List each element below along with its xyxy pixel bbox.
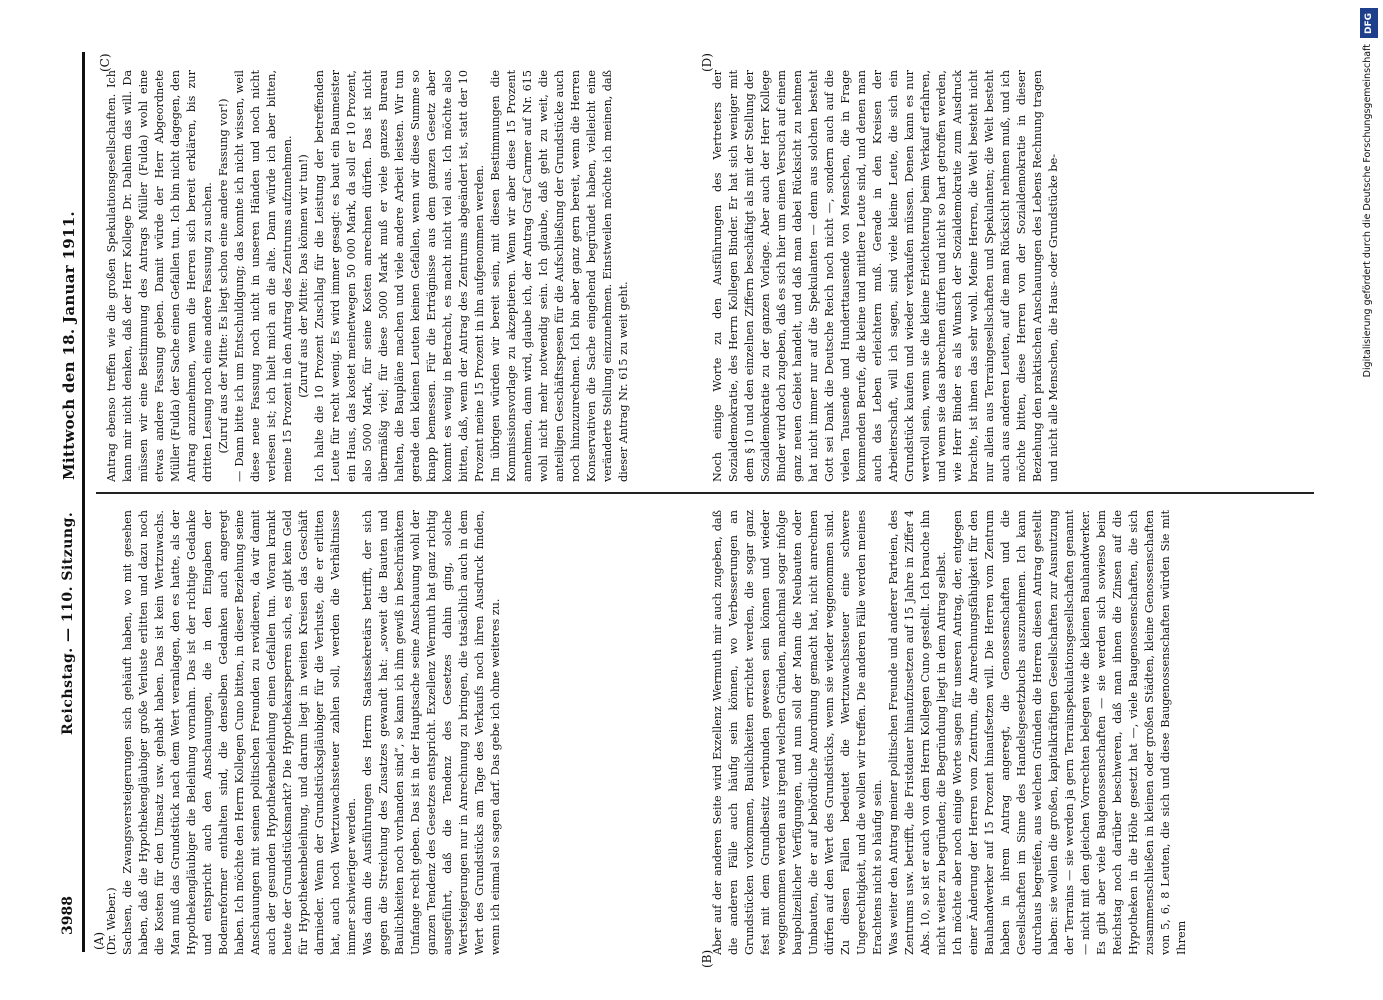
paragraph: Noch einige Worte zu den Ausführungen des Vertreters der Sozialdemokratie, des Herrn Kollegen Binder. Er hat sich weniger mit dem § 10 und den einzelnen Ziffern beschäftigt als mit der Stellung der Sozialdemokratie zu der ganzen Vorlage. Aber auch der Herr Kollege Binder wird doch zugeben, daß es sich hier um einen Versuch auf einem ganz neuen Gebiet handelt, und daß man dabei Rücksicht zu nehmen hat nicht immer nur auf die Spekulanten — denn aus solchen besteht Gott sei Dank die Deutsche Reich noch nicht —, sondern auch auf die vielen Tausende und Hunderttausende von Menschen, die in Frage kommenden Berufe, die kleine und mittlere Leute sind, und denen man auch das Leben erleichtern muß. Gerade in den Kreisen der Arbeiterschaft, will ich sagen, sind viele kleine Leute, die sich ein Grundstück kaufen und wieder verkaufen müssen. Denen kann es nur wertvoll sein, wenn sie die kleine Erleichterung beim Verkauf erfahren, und wenn sie das abrechnen dürfen und nicht so hart getroffen werden, wie Herr Binder es als Wunsch der Sozialdemokratie zum Ausdruck brachte, ist ihnen das sehr wohl. Meine Herren, die Welt besteht nicht nur allein aus Terraingesellschaften und Spekulanten; die Welt besteht auch aus anderen Leuten, auf die man Rücksicht nehmen muß, und ich möchte bitten, diese Herren von der Sozialdemokratie in dieser Beziehung den praktischen Anschauungen des Lebens Rechnung tragen und nicht alle Menschen, die Haus- oder Grundstücke be- bbox=[711, 70, 1060, 482]
paragraph: Antrag ebenso treffen wie die großen Spekulationsgesellschaften. Ich kann mir nicht denken, daß der Herr Kollege Dr. Dahlem das will. Da müssen wir eine Bestimmung des Antrags Müller (Fulda) wohl eine etwas andere Fassung geben. Damit würde der Herr Abgeordnete Müller (Fulda) der Sache einen Gefallen tun. Ich bin nicht dagegen, den Antrag anzunehmen, wenn die Herren sich bereit erklären, bis zur dritten Lesung noch eine andere Fassung zu suchen. bbox=[105, 70, 214, 482]
page-number: 3988 bbox=[60, 896, 76, 935]
paragraph: Ich halte die 10 Prozent Zuschlag für die Leistung der betreffenden Leute für recht wenig. Es wird immer gesagt: es baut ein Baumeister ein Haus, das kostet meinetwegen 50 000 Mark, da soll er 10 Prozent, also 5000 Mark, für seine Kosten anrechnen dürfen. Das ist nicht übermäßig viel; für diese 5000 Mark muß er viele ganzes Bureau halten, die Baupläne machen und viele andere Arbeit leisten. Wir tun gerade den kleinen Leuten keinen Gefallen, wenn wir diese Summe so knapp bemessen. Für die Erträgnisse aus dem ganzen Gesetz aber kommt es wenig in Betracht, es macht nicht viel aus. Ich möchte also bitten, daß, wenn der Antrag des Zentrums abgeändert ist, statt der 10 Prozent meine 15 Prozent in ihn aufgenommen werden. bbox=[313, 70, 486, 482]
dfg-logo: DFG bbox=[1360, 8, 1378, 38]
paragraph: Sachsen, die Zwangsversteigerungen sich gehäuft haben, wo mit gesehen haben, daß die Hypothekengläubiger große Verluste erlitten und dazu noch die Kosten für den Umsatz usw. gehabt haben. Das ist kein Wertzuwachs. Man muß das Grundstück nach dem Wert veranlagen, den es hatte, als der Hypothekengläubiger die Beleihung vornahm. Das ist der richtige Gedanke und entspricht auch den Anschauungen, die in den Eingaben der Bodenreformer enthalten sind, die denselben Gedanken auch angeregt haben. Ich möchte den Herrn Kollegen Cuno bitten, in dieser Beziehung seine Anschauungen mit seinen politischen Freunden zu revidieren, da wir damit auch der gesunden Hypothekenbeleihung einen Gefallen tun. Woran krankt heute der Grundstücksmarkt? Die Hypothekarsperren sich, es gibt kein Geld für Hypothekenbeleihung, und darum liegt in weiten Kreisen das Geschäft darnieder. Wenn der Grundstücksgläubiger für die Verluste, die er erlitten hat, auch noch Wertzuwachssteuer zahlen soll, werden die Verhältnisse immer schwieriger werden. bbox=[121, 510, 358, 955]
interjection: (Zuruf aus der Mitte: Es liegt schon eine andere Fassung vor!) bbox=[217, 98, 230, 454]
section-mark-d: (D) bbox=[700, 53, 714, 72]
header-date: Mittwoch den 18. Januar 1911. bbox=[60, 211, 78, 480]
digitization-credit bbox=[1360, 8, 1382, 998]
paragraph: Ich möchte aber noch einige Worte sagen für unseren Antrag, der, entgegen einer Änderung der Herren vom Zentrum, die Anrechnungsfähigkeit für den Bauhandwerker auf 15 Prozent hinaufsetzen will. Die Herren vom Zentrum haben in ihrem Antrag angeregt, die Genossenschaften und die Gesellschaften im Sinne des Handelsgesetzbuchs auszunehmen. Ich kann durchaus begreifen, aus welchen Gründen die Herren diesen Antrag gestellt haben: sie wollen die großen, kapitalkräftigen Gesellschaften zur Ausnutzung der Terrains — sie werden ja gern Terrainspekulationsgesellschaften genannt — nicht mit den gleichen Vorrechten belegen wie die kleinen Bauhandwerker. Es gibt aber viele Baugenossenschaften — sie werden sich sowieso beim Reichstag noch darüber beschweren, daß man ihnen die Zinsen auf die Hypotheken in die Höhe gesetzt hat —, viele Baugenossenschaften, die sich zusammenschließen in kleinen oder großen Städten, kleine Genossenschaften von 5, 6, 8 Leuten, die sich und diese Baugenossenschaften würden Sie mit Ihrem bbox=[951, 510, 1188, 955]
credit-text: Digitalisierung gefördert durch die Deutsche Forschungsgemeinschaft bbox=[1362, 44, 1373, 378]
paragraph: — Dann bitte ich um Entschuldigung; das konnte ich nicht wissen, weil diese neue Fassung noch nicht in unseren Händen und noch nicht verlesen ist; ich hielt mich an die alte. Dann würde ich aber bitten, meine 15 Prozent in den Antrag des Zentrums aufzunehmen. bbox=[233, 70, 294, 482]
section-mark-b: (B) bbox=[700, 949, 714, 968]
column-divider bbox=[96, 492, 1314, 494]
interjection: (Zuruf aus der Mitte: Das können wir tun!) bbox=[297, 154, 310, 398]
section-mark-a: (A) bbox=[92, 931, 106, 950]
header-title: Reichstag. — 110. Sitzung. bbox=[60, 511, 76, 735]
header-rule bbox=[82, 52, 85, 952]
speaker-label: (Dr. Weber.) bbox=[105, 887, 118, 955]
paragraph: Was dann die Ausführungen des Herrn Staatssekretärs betrifft, der sich gegen die Streichung des Zusatzes gewandt hat: „soweit die Bauten und Baulichkeiten noch vorhanden sind“, so kann ich ihm gewiß in beschränktem Umfange recht geben. Das ist in der Hauptsache seine Anschauung wohl der ganzen Tendenz des Gesetzes entspricht. Exzellenz Wermuth hat ganz richtig ausgeführt, daß die Tendenz des Gesetzes dahin ging, solche Wertsteigerungen nur in Anrechnung zu bringen, die tatsächlich auch in dem Wert des Grundstücks am Tage des Verkaufs noch ihren Ausdruck finden, wenn ich einmal so sagen darf. Das gebe ich ohne weiteres zu. bbox=[361, 510, 502, 955]
paragraph: Im übrigen würden wir bereit sein, mit diesen Bestimmungen die Kommissionsvorlage zu akzeptieren. Wenn wir aber diese 15 Prozent annehmen, dann wird, glaube ich, der Antrag Graf Carmer auf Nr. 615 wohl nicht mehr notwendig sein. Ich glaube, daß geht zu weit, die anteiligen Geschäftsspesen für die Aufschließung der Grundstücke auch noch hinzuzurechnen. Ich bin aber ganz gern bereit, wenn die Herren Konservativen die Sache eingehend begründet haben, vielleicht eine veränderte Stellung einzunehmen. Einstweilen möchte ich meinen, daß dieser Antrag Nr. 615 zu weit geht. bbox=[489, 70, 630, 482]
paragraph: Aber auf der anderen Seite wird Exzellenz Wermuth mir auch zugeben, daß die anderen Fälle auch häufig sein können, wo Verbesserungen an Grundstücken vorkommen, Baulichkeiten errichtet werden, die sogar ganz fest mit dem Grundbesitz verbunden gewesen sein können und wieder weggenommen werden aus irgend welchen Gründen, manchmal sogar infolge baupolizeilicher Verfügungen, und nun soll der Mann die Neubauten oder Umbauten, die er auf behördliche Anordnung gemacht hat, nicht anrechnen dürfen auf den Wert des Grundstücks, wenn sie wieder weggenommen sind. Zu diesen Fällen bedeutet die Wertzuwachssteuer eine schwere Ungerechtigkeit, und die wollen wir treffen. Die anderen Fälle werden meines Erachtens nicht so häufig sein. bbox=[711, 510, 884, 955]
section-mark-c: (C) bbox=[98, 53, 112, 72]
paragraph: Was weiter den Antrag meiner politischen Freunde und anderer Parteien, des Zentrums usw. betrifft, die Fristdauer hinaufzusetzen auf 15 Jahre in Ziffer 4 Abs. 10, so ist er auch von dem Herrn Kollegen Cuno gestellt. Ich brauche ihn nicht weiter zu begründen; die Begründung liegt in dem Antrag selbst. bbox=[887, 510, 948, 955]
